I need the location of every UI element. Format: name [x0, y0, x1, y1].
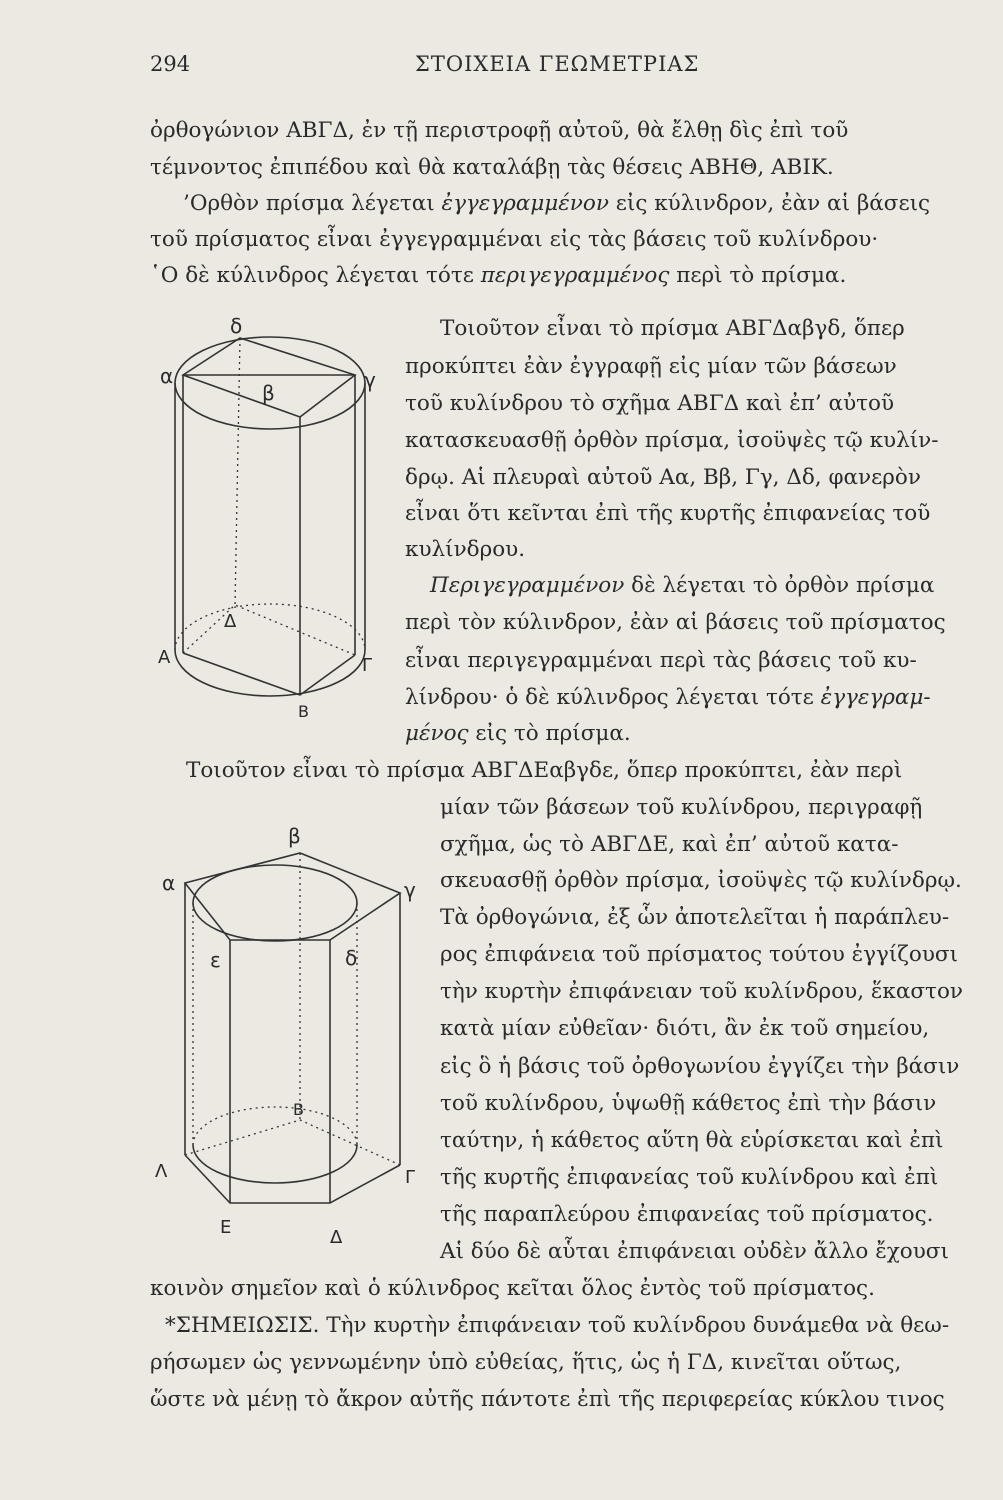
text-line: ὀρθογώνιον ΑΒΓΔ, ἐν τῇ περιστροφῇ αὐτοῦ, θὰ ἔλθῃ δὶς ἐπὶ τοῦ [150, 118, 849, 143]
note-line: ρήσωμεν ὡς γεννωμένην ὑπὸ εὐθείας, ἥτις, ὡς ἡ ΓΔ, κινεῖται οὕτως, [150, 1350, 902, 1375]
text-line: Τὰ ὀρθογώνια, ἐξ ὧν ἀποτελεῖται ἡ παράπλευ- [440, 905, 950, 930]
term-inscribed-cylinder-end: μένος [405, 721, 469, 746]
prism-top-face [183, 338, 355, 417]
text-line: περὶ τὸν κύλινδρον, ἐὰν αἱ βάσεις τοῦ πρίσματος [405, 610, 946, 635]
text-line [150, 265, 846, 287]
label-D: Δ [224, 611, 237, 632]
cylinder-top-base [193, 865, 357, 941]
text-line: τῆς κυρτῆς ἐπιφανείας τοῦ κυλίνδρου καὶ ἐπὶ [440, 1165, 939, 1190]
text-line: τοῦ κυλίνδρου, ὑψωθῇ κάθετος ἐπὶ τὴν βάσιν [440, 1091, 937, 1116]
prism-bottom-front [185, 1155, 400, 1203]
text-span: εἰς τὸ πρίσμα. [475, 721, 631, 746]
figure-inscribed-prism [150, 305, 400, 735]
figure-circumscribed-prism [150, 815, 430, 1295]
text-span: ’Ορθὸν πρίσμα λέγεται [183, 191, 435, 216]
label-E: Ε [220, 1217, 232, 1238]
text-span: λίνδρου· ὁ δὲ κύλινδρος λέγεται τότε [405, 685, 814, 710]
text-line: ρος ἐπιφάνεια τοῦ πρίσματος τούτου ἐγγίζουσι [440, 942, 959, 967]
label-a: α [160, 364, 174, 388]
text-line: σχῆμα, ὡς τὸ ΑΒΓΔΕ, καὶ ἐπ’ αὐτοῦ κατα- [440, 832, 899, 857]
text-line: κοινὸν σημεῖον καὶ ὁ κύλινδρος κεῖται ὅλος ἐντὸς τοῦ πρίσματος. [150, 1276, 875, 1301]
label-g: γ [404, 878, 416, 902]
text-line: τῆς παραπλεύρου ἐπιφανείας τοῦ πρίσματος. [440, 1202, 934, 1227]
cylinder-bottom-front [175, 650, 365, 696]
edge-Dd [235, 338, 240, 605]
label-G: Γ [362, 655, 373, 676]
label-a: α [162, 871, 176, 895]
text-line: ταύτην, ἡ κάθετος αὕτη θὰ εὑρίσκεται καὶ ἐπὶ [440, 1128, 944, 1153]
prism-bottom-back [185, 1120, 400, 1165]
note-line: *ΣΗΜΕΙΩΣΙΣ. Τὴν κυρτὴν ἐπιφάνειαν τοῦ κυλίνδρου δυνάμεθα νὰ θεω- [165, 1313, 950, 1338]
text-line [430, 575, 934, 597]
text-line: Τοιοῦτον εἶναι τὸ πρίσμα ΑΒΓΔΕαβγδε, ὅπερ προκύπτει, ἐὰν περὶ [186, 758, 903, 783]
page-number: 294 [150, 52, 191, 76]
cylinder-bottom-back [175, 604, 365, 650]
label-e: ε [210, 948, 221, 972]
text-line: τοῦ κυλίνδρου τὸ σχῆμα ΑΒΓΔ καὶ ἐπ’ αὐτοῦ [405, 391, 895, 416]
label-D: Δ [330, 1227, 343, 1248]
label-G: Γ [405, 1167, 416, 1188]
label-g: γ [364, 368, 376, 392]
text-line: σκευασθῇ ὀρθὸν πρίσμα, ἰσοϋψὲς τῷ κυλίνδρῳ. [440, 868, 962, 893]
label-A: Α [158, 647, 171, 668]
text-line: εἶναι ὅτι κεῖνται ἐπὶ τῆς κυρτῆς ἐπιφανείας τοῦ [405, 501, 931, 526]
term-circumscribed-prism: Περιγεγραμμένον [430, 573, 625, 598]
label-d: δ [345, 946, 358, 970]
text-line: εἶναι περιγεγραμμέναι περὶ τὰς βάσεις τοῦ κυ- [405, 648, 917, 673]
term-circumscribed: περιγεγραμμένος [480, 263, 670, 288]
text-line: δρῳ. Αἱ πλευραὶ αὐτοῦ Αα, Ββ, Γγ, Δδ, φανερὸν [405, 465, 921, 490]
text-line [405, 723, 631, 745]
running-title: ΣΤΟΙΧΕΙΑ ΓΕΩΜΕΤΡΙΑΣ [415, 52, 700, 76]
label-b: β [262, 381, 275, 405]
text-line: προκύπτει ἐὰν ἐγγραφῇ εἰς μίαν τῶν βάσεων [405, 354, 897, 379]
label-B: Β [298, 702, 309, 721]
text-line: μίαν τῶν βάσεων τοῦ κυλίνδρου, περιγραφῇ [440, 795, 923, 820]
text-line: εἰς ὃ ἡ βάσις τοῦ ὀρθογωνίου ἐγγίζει τὴν βάσιν [440, 1054, 960, 1079]
text-span: εἰς κύλινδρον, ἐὰν αἱ βάσεις [615, 191, 931, 216]
text-span: δὲ λέγεται τὸ ὀρθὸν πρίσμα [631, 573, 935, 598]
label-d: δ [230, 314, 243, 338]
text-line: κατασκευασθῇ ὀρθὸν πρίσμα, ἰσοϋψὲς τῷ κυλίν- [405, 428, 939, 453]
cylinder-bottom-back [193, 1107, 357, 1145]
text-line: τοῦ πρίσματος εἶναι ἐγγεγραμμέναι εἰς τὰς βάσεις τοῦ κυλίνδρου· [150, 227, 879, 252]
text-line: κυλίνδρου. [405, 537, 526, 562]
text-span: περὶ τὸ πρίσμα. [676, 263, 847, 288]
prism-bottom-front [183, 653, 355, 695]
text-line: κατὰ μίαν εὐθεῖαν· διότι, ἂν ἐκ τοῦ σημείου, [440, 1016, 930, 1041]
term-inscribed: ἐγγεγραμμένον [441, 191, 609, 216]
text-line [405, 687, 931, 709]
text-line [183, 193, 930, 215]
note-line: ὥστε νὰ μένῃ τὸ ἄκρον αὐτῆς πάντοτε ἐπὶ τῆς περιφερείας κύκλου τινος [150, 1387, 945, 1412]
label-B: Β [293, 1100, 304, 1119]
prism-bottom-back [183, 605, 355, 655]
text-line: τέμνοντος ἐπιπέδου καὶ θὰ καταλάβῃ τὰς θέσεις ΑΒΗΘ, ΑΒΙΚ. [150, 155, 834, 180]
cylinder-bottom-front [193, 1145, 357, 1183]
text-span: ῾Ο δὲ κύλινδρος λέγεται τότε [150, 263, 474, 288]
text-line: τὴν κυρτὴν ἐπιφάνειαν τοῦ κυλίνδρου, ἕκαστον [440, 979, 963, 1004]
term-inscribed-cylinder: ἐγγεγραμ- [820, 685, 931, 710]
text-line: Αἱ δύο δὲ αὗται ἐπιφάνειαι οὐδὲν ἄλλο ἔχουσι [440, 1239, 949, 1264]
text-line: Τοιοῦτον εἶναι τὸ πρίσμα ΑΒΓΔαβγδ, ὅπερ [440, 316, 905, 341]
label-A: Λ [155, 1161, 168, 1182]
label-b: β [288, 824, 301, 848]
